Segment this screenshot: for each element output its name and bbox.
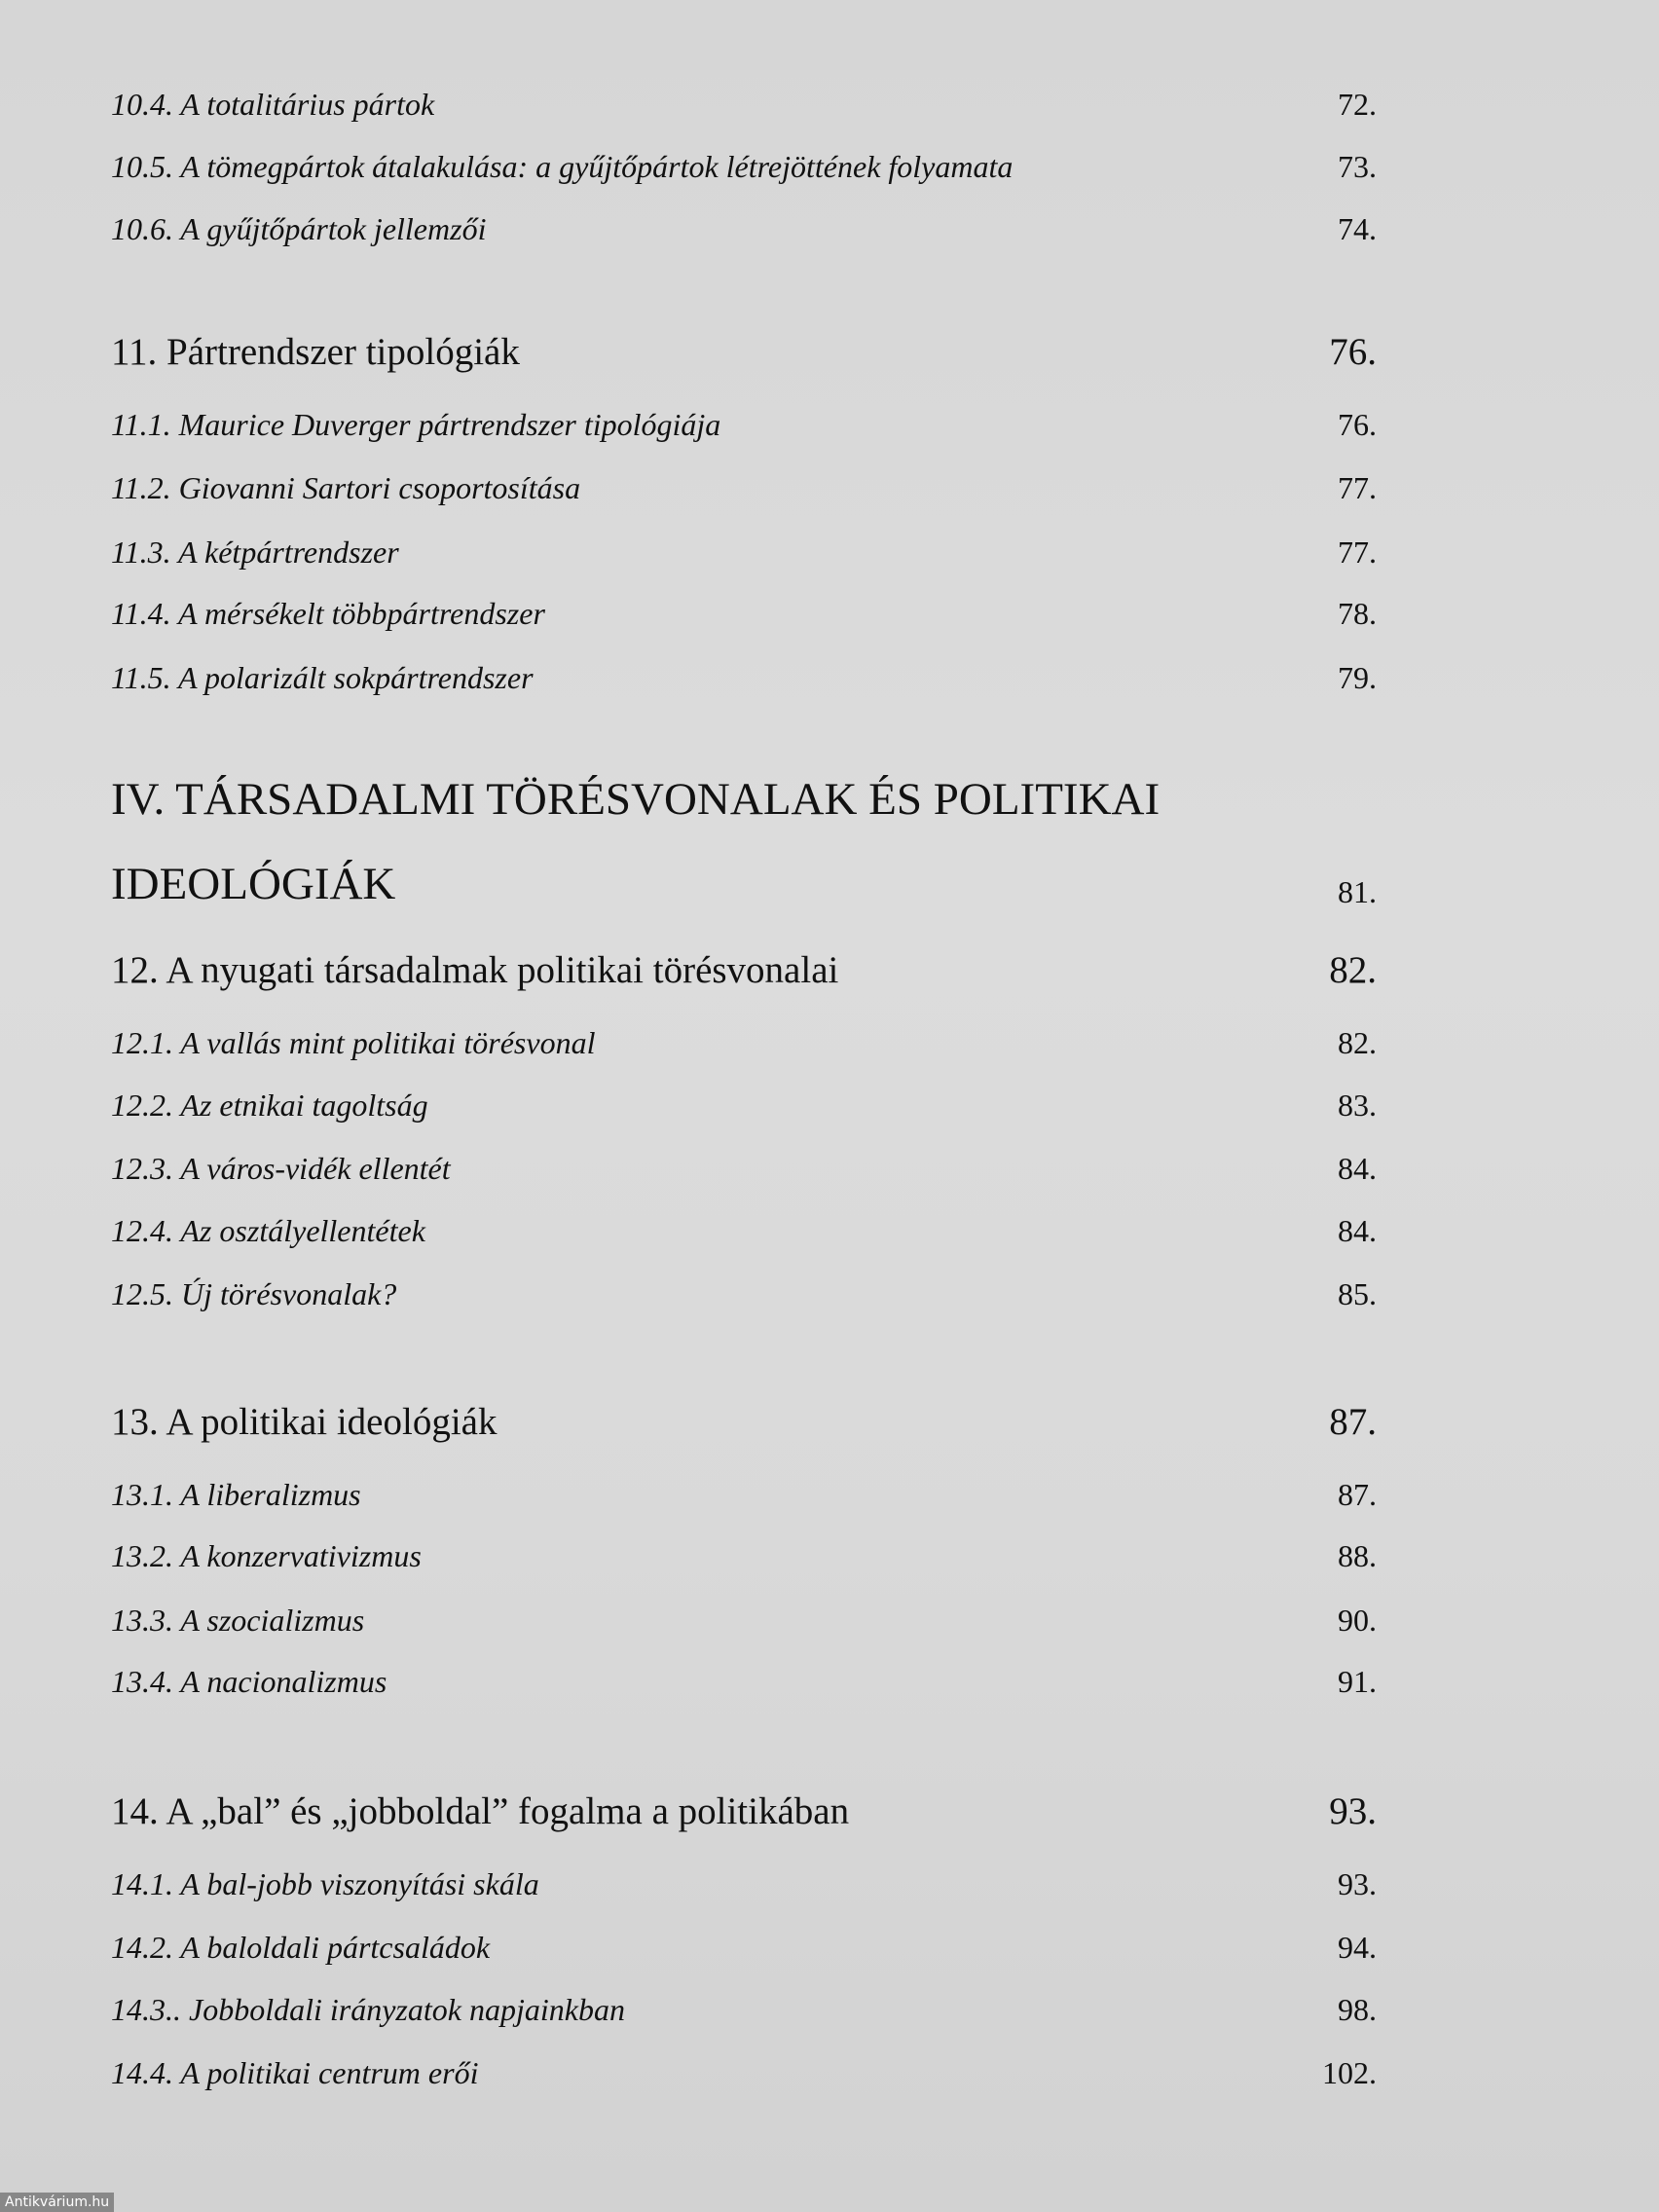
chapter-title: 13. A politikai ideológiák bbox=[111, 1401, 498, 1443]
toc-entry bbox=[111, 1262, 1377, 1320]
entry-page: 74. bbox=[1338, 211, 1377, 246]
toc-chapter bbox=[111, 941, 1377, 1000]
entry-title: 11.1. Maurice Duverger pártrendszer tipológiája bbox=[111, 407, 721, 442]
entry-page: 84. bbox=[1338, 1213, 1377, 1248]
toc-entry bbox=[111, 581, 1377, 640]
entry-page: 91. bbox=[1338, 1664, 1377, 1699]
entry-page: 94. bbox=[1338, 1930, 1377, 1965]
toc-chapter bbox=[111, 1393, 1377, 1452]
entry-page: 84. bbox=[1338, 1151, 1377, 1186]
entry-title: 13.1. A liberalizmus bbox=[111, 1477, 361, 1512]
toc-entry bbox=[111, 1852, 1377, 1910]
entry-page: 87. bbox=[1329, 1401, 1377, 1443]
entry-title: 10.5. A tömegpártok átalakulása: a gyűjtőpártok létrejöttének folyamata bbox=[111, 149, 1014, 184]
toc-chapter bbox=[111, 1783, 1377, 1841]
toc-entry bbox=[111, 1588, 1377, 1646]
entry-title: 11.4. A mérsékelt többpártrendszer bbox=[111, 596, 545, 631]
toc-entry bbox=[111, 197, 1377, 255]
entry-title: 12.1. A vallás mint politikai törésvonal bbox=[111, 1025, 596, 1060]
watermark: Antikvárium.hu bbox=[0, 2193, 114, 2212]
entry-page: 82. bbox=[1329, 949, 1377, 991]
toc-entry bbox=[111, 1977, 1377, 2036]
entry-title: 11.3. A kétpártrendszer bbox=[111, 535, 399, 570]
toc-entry bbox=[111, 2041, 1377, 2099]
toc-chapter bbox=[111, 323, 1377, 382]
chapter-title: 14. A „bal” és „jobboldal” fogalma a politikában bbox=[111, 1790, 850, 1832]
toc-part-heading bbox=[111, 775, 1377, 833]
toc-entry bbox=[111, 1524, 1377, 1582]
toc-entry bbox=[111, 1649, 1377, 1708]
entry-title: 13.2. A konzervativizmus bbox=[111, 1538, 422, 1573]
entry-title: 14.2. A baloldali pártcsaládok bbox=[111, 1930, 491, 1965]
entry-title: 14.1. A bal-jobb viszonyítási skála bbox=[111, 1866, 539, 1901]
entry-page: 81. bbox=[1338, 874, 1377, 909]
chapter-title: 11. Pártrendszer tipológiák bbox=[111, 331, 520, 373]
entry-page: 87. bbox=[1338, 1477, 1377, 1512]
entry-title: 10.4. A totalitárius pártok bbox=[111, 87, 435, 122]
entry-page: 72. bbox=[1338, 87, 1377, 122]
toc-entry bbox=[111, 1136, 1377, 1195]
toc-entry bbox=[111, 392, 1377, 451]
entry-page: 78. bbox=[1338, 596, 1377, 631]
chapter-title: 12. A nyugati társadalmak politikai törésvonalai bbox=[111, 949, 839, 991]
entry-page: 76. bbox=[1338, 407, 1377, 442]
toc-entry bbox=[111, 456, 1377, 514]
entry-title: 11.5. A polarizált sokpártrendszer bbox=[111, 660, 534, 695]
entry-title: 12.5. Új törésvonalak? bbox=[111, 1276, 397, 1311]
entry-page: 82. bbox=[1338, 1025, 1377, 1060]
entry-title: 14.4. A politikai centrum erői bbox=[111, 2055, 479, 2090]
entry-title: 12.2. Az etnikai tagoltság bbox=[111, 1088, 428, 1123]
entry-page: 93. bbox=[1329, 1790, 1377, 1832]
entry-title: 13.3. A szocializmus bbox=[111, 1603, 365, 1638]
entry-page: 83. bbox=[1338, 1088, 1377, 1123]
entry-page: 77. bbox=[1338, 470, 1377, 505]
toc-entry bbox=[111, 1915, 1377, 1973]
toc-entry bbox=[111, 645, 1377, 704]
part-title: IV. TÁRSADALMI TÖRÉSVONALAK ÉS POLITIKAI bbox=[111, 774, 1161, 825]
toc-entry bbox=[111, 1011, 1377, 1069]
entry-title: 14.3.. Jobboldali irányzatok napjainkban bbox=[111, 1992, 625, 2027]
toc-entry bbox=[111, 134, 1377, 193]
entry-page: 88. bbox=[1338, 1538, 1377, 1573]
entry-page: 73. bbox=[1338, 149, 1377, 184]
entry-title: 12.4. Az osztályellentétek bbox=[111, 1213, 425, 1248]
toc-entry bbox=[111, 1073, 1377, 1131]
entry-page: 93. bbox=[1338, 1866, 1377, 1901]
entry-page: 98. bbox=[1338, 1992, 1377, 2027]
entry-page: 76. bbox=[1329, 331, 1377, 373]
part-title: IDEOLÓGIÁK bbox=[111, 859, 396, 909]
entry-title: 12.3. A város-vidék ellentét bbox=[111, 1151, 451, 1186]
entry-page: 90. bbox=[1338, 1603, 1377, 1638]
entry-page: 85. bbox=[1338, 1276, 1377, 1311]
toc-entry bbox=[111, 1198, 1377, 1257]
entry-page: 102. bbox=[1322, 2055, 1377, 2090]
entry-title: 10.6. A gyűjtőpártok jellemzői bbox=[111, 211, 487, 246]
toc-entry bbox=[111, 1462, 1377, 1521]
entry-page: 79. bbox=[1338, 660, 1377, 695]
toc-entry bbox=[111, 72, 1377, 130]
toc-entry bbox=[111, 520, 1377, 578]
toc-part-heading bbox=[111, 860, 1377, 918]
entry-page: 77. bbox=[1338, 535, 1377, 570]
entry-title: 11.2. Giovanni Sartori csoportosítása bbox=[111, 470, 581, 505]
entry-title: 13.4. A nacionalizmus bbox=[111, 1664, 387, 1699]
